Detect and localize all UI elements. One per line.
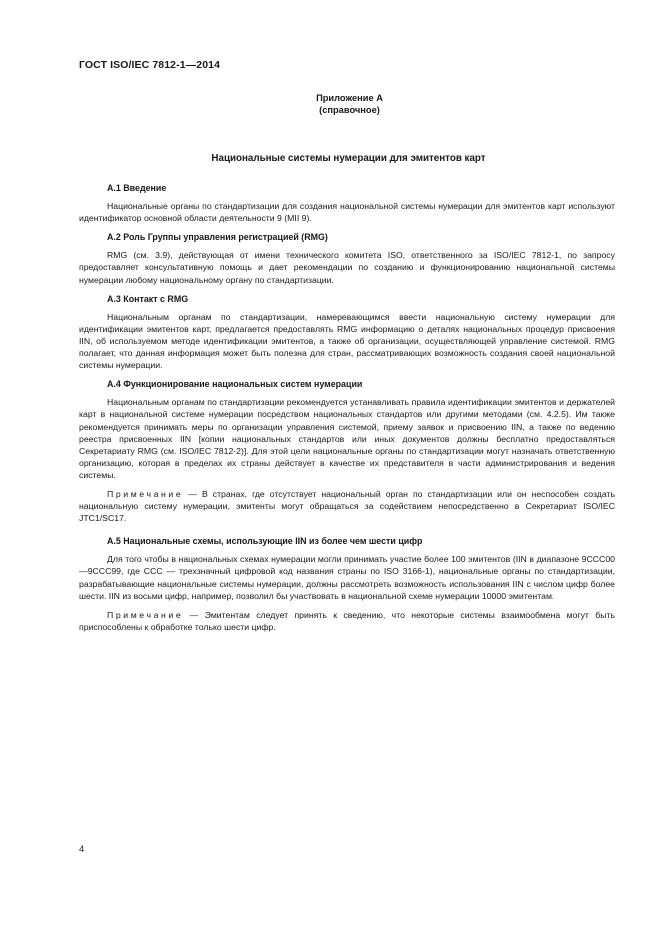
note-a4 [79,488,615,524]
paragraph: Национальные органы по стандартизации для создания национальной системы нумерации для эмитентов карт используют идентификатор основной области деятельности 9 (MII 9). [79,201,615,224]
note-text: — Эмитентам следует принять к сведению, что некоторые системы взаимообмена могут быть приспособлены к обработке только шести цифр. [79,609,615,632]
document-body [79,182,615,644]
section-heading-a3: А.3 Контакт с RMG [107,293,189,304]
document-code-header: ГОСТ ISO/IEC 7812-1—2014 [79,59,221,71]
annex-kind: (справочное) [319,105,380,115]
annex-label: Приложение А [316,93,383,103]
paragraph: RMG (см. 3.9), действующая от имени технического комитета ISO, ответственного за ISO/IEC 7812-1, по запросу предоставляет консультативную помощь и дает рекомендации по созданию и функционированию национальной системы нумерации любому национальному органу по стандартизации. [79,250,615,285]
annex-title: Национальные системы нумерации для эмитентов карт [211,153,486,164]
page-number: 4 [79,844,85,855]
paragraph: Национальным органам по стандартизации, намеревающимся ввести национальную систему нумерации для идентификации эмитентов карт, предлагается предоставлять RMG информацию о деталях национальных процедур присвоения IIN, об используемом методе идентификации эмитентов, а также об организации, осуществляющей управление системой. RMG полагает, что данная информация может быть полезна для стран, рассматривающих возможность создания своей национальной системы нумерации. [79,311,615,371]
note-label: Примечание [107,488,184,499]
section-heading-a5: А.5 Национальные схемы, использующие IIN из более чем шести цифр [107,536,423,547]
paragraph: Для того чтобы в национальных схемах нумерации могли принимать участие более 100 эмитентов (IIN в диапазоне 9CCC00—9CCC99, где CCC — трехзначный цифровой код названия страны по ISO 3166-1), национальные органы по стандартизации, разрабатывающие национальные системы нумерации, должны рассмотреть возможность использования IIN с числом цифр более шести. IIN из восьми цифр, например, позволил бы участвовать в национальной схеме нумерации 10000 эмитентам. [79,554,615,601]
section-heading-a4: А.4 Функционирование национальных систем нумерации [107,379,363,390]
paragraph: Национальным органам по стандартизации рекомендуется устанавливать правила идентификации эмитентов и держателей карт в национальной системе нумерации посредством национальных стандартов или другими методами (см. 4.2.5). Им также рекомендуется принимать меры по организации управления системой, приему заявок и присвоению IIN, а также по ведению реестра присвоенных IIN [копии национальных стандартов или иных документов должны бесплатно предоставляться Секретариату RMG (см. ISO/IEC 7812-2)]. Для этой цели национальные органы по стандартизации могут назначать ответственную организацию, которая в пределах их страны действует в качестве их представителя в части администрирования и ведения системы. [79,397,615,480]
note-text: — В странах, где отсутствует национальный орган по стандартизации или он неспособен создать национальную систему нумерации, эмитенты могут обращаться за содействием непосредственно в Секретариат ISO/IEC JTC1/SC17. [79,488,615,524]
section-heading-a2: А.2 Роль Группы управления регистрацией (RMG) [107,232,328,243]
note-a5 [79,609,615,633]
annex-label-block [0,92,661,116]
section-heading-a1: А.1 Введение [107,183,167,193]
note-label: Примечание [107,609,184,620]
